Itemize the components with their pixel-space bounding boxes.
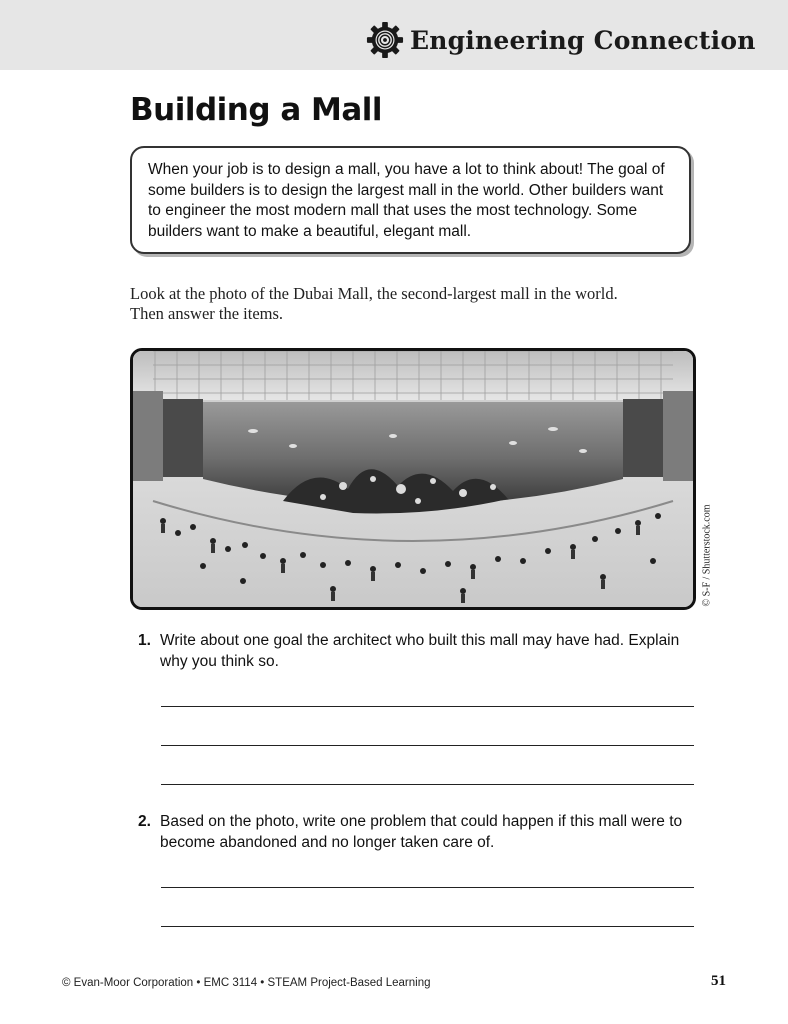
question-number: 2. <box>138 813 151 830</box>
answer-line[interactable] <box>161 887 694 888</box>
intro-text: When your job is to design a mall, you have a lot to think about! The goal of some builders is to design the largest mall in the world. Other builders want to engineer the most modern mall that uses the most technology. Some builders want to make a beautiful, elegant mall. <box>148 161 665 240</box>
section-banner <box>366 20 756 60</box>
answer-line[interactable] <box>161 745 694 746</box>
answer-line[interactable] <box>161 706 694 707</box>
photo-credit-text: © S-F / Shutterstock.com <box>701 503 713 607</box>
gear-icon <box>366 21 404 59</box>
intro-box <box>130 146 691 254</box>
aquarium-photo-illustration <box>133 351 693 607</box>
question-number: 1. <box>138 632 151 649</box>
photo-credit <box>698 500 716 610</box>
question-1 <box>138 630 698 672</box>
banner-title: Engineering Connection <box>410 25 756 55</box>
page-title: Building a Mall <box>130 92 383 128</box>
dubai-mall-photo <box>130 348 696 610</box>
instructions-text: Look at the photo of the Dubai Mall, the second-largest mall in the world. Then answer the items. <box>130 284 618 323</box>
question-text: Write about one goal the architect who built this mall may have had. Explain why you think so. <box>160 632 680 670</box>
answer-line[interactable] <box>161 926 694 927</box>
question-text: Based on the photo, write one problem that could happen if this mall were to become abandoned and no longer taken care of. <box>160 813 683 851</box>
page-number: 51 <box>711 973 726 989</box>
question-2 <box>138 811 698 853</box>
footer-copyright: © Evan-Moor Corporation • EMC 3114 • STEAM Project-Based Learning <box>62 977 431 989</box>
answer-line[interactable] <box>161 784 694 785</box>
